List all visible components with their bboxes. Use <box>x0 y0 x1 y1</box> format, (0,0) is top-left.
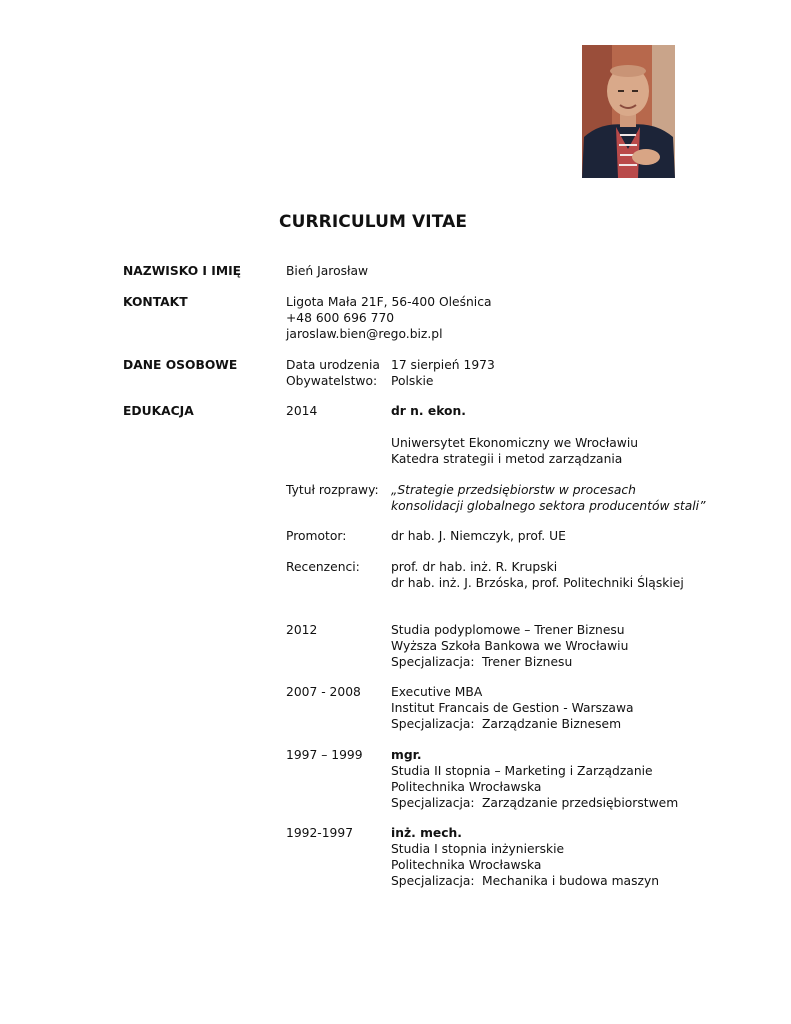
section-label-education: EDUKACJA <box>123 404 194 418</box>
specialization-value: Zarządzanie przedsiębiorstwem <box>482 796 679 810</box>
thesis-title-line: „Strategie przedsiębiorstw w procesach <box>391 483 636 497</box>
education-line: Executive MBA <box>391 685 483 699</box>
education-year: 2014 <box>286 404 318 418</box>
thesis-title-line: konsolidacji globalnego sektora producentów stali” <box>391 499 706 513</box>
specialization-label: Specjalizacja: <box>391 655 475 669</box>
contact-email: jaroslaw.bien@rego.biz.pl <box>286 327 443 341</box>
reviewer-item: dr hab. inż. J. Brzóska, prof. Politechniki Śląskiej <box>391 576 684 590</box>
birth-date-label: Data urodzenia <box>286 358 380 372</box>
contact-phone: +48 600 696 770 <box>286 311 395 325</box>
birth-date-value: 17 sierpień 1973 <box>391 358 495 372</box>
portrait-photo <box>582 45 675 178</box>
education-line: Wyższa Szkoła Bankowa we Wrocławiu <box>391 639 629 653</box>
citizenship-value: Polskie <box>391 374 434 388</box>
specialization-value: Zarządzanie Biznesem <box>482 717 622 731</box>
specialization-label: Specjalizacja: <box>391 796 475 810</box>
citizenship-label: Obywatelstwo: <box>286 374 378 388</box>
section-label-personal: DANE OSOBOWE <box>123 358 238 372</box>
specialization-label: Specjalizacja: <box>391 874 475 888</box>
education-school: Uniwersytet Ekonomiczny we Wrocławiu <box>391 436 639 450</box>
education-line: Politechnika Wrocławska <box>391 780 542 794</box>
specialization-value: Trener Biznesu <box>482 655 573 669</box>
education-year: 2012 <box>286 623 318 637</box>
reviewers-label: Recenzenci: <box>286 560 360 574</box>
portrait-icon <box>582 45 675 178</box>
education-degree: dr n. ekon. <box>391 404 466 418</box>
education-year: 1992-1997 <box>286 826 354 840</box>
education-line: Politechnika Wrocławska <box>391 858 542 872</box>
education-line: Studia II stopnia – Marketing i Zarządzanie <box>391 764 653 778</box>
section-label-name: NAZWISKO I IMIĘ <box>123 264 242 278</box>
education-degree: inż. mech. <box>391 826 462 840</box>
education-line: Institut Francais de Gestion - Warszawa <box>391 701 634 715</box>
thesis-label: Tytuł rozprawy: <box>286 483 379 497</box>
promotor-label: Promotor: <box>286 529 347 543</box>
reviewer-item: prof. dr hab. inż. R. Krupski <box>391 560 558 574</box>
specialization-label: Specjalizacja: <box>391 717 475 731</box>
education-department: Katedra strategii i metod zarządzania <box>391 452 623 466</box>
education-line: Studia podyplomowe – Trener Biznesu <box>391 623 625 637</box>
page-title: CURRICULUM VITAE <box>279 212 468 232</box>
education-year: 1997 – 1999 <box>286 748 363 762</box>
contact-address: Ligota Mała 21F, 56-400 Oleśnica <box>286 295 492 309</box>
section-label-contact: KONTAKT <box>123 295 188 309</box>
specialization-value: Mechanika i budowa maszyn <box>482 874 660 888</box>
full-name: Bień Jarosław <box>286 264 369 278</box>
education-year: 2007 - 2008 <box>286 685 361 699</box>
education-line: Studia I stopnia inżynierskie <box>391 842 565 856</box>
education-degree: mgr. <box>391 748 422 762</box>
promotor-value: dr hab. J. Niemczyk, prof. UE <box>391 529 566 543</box>
